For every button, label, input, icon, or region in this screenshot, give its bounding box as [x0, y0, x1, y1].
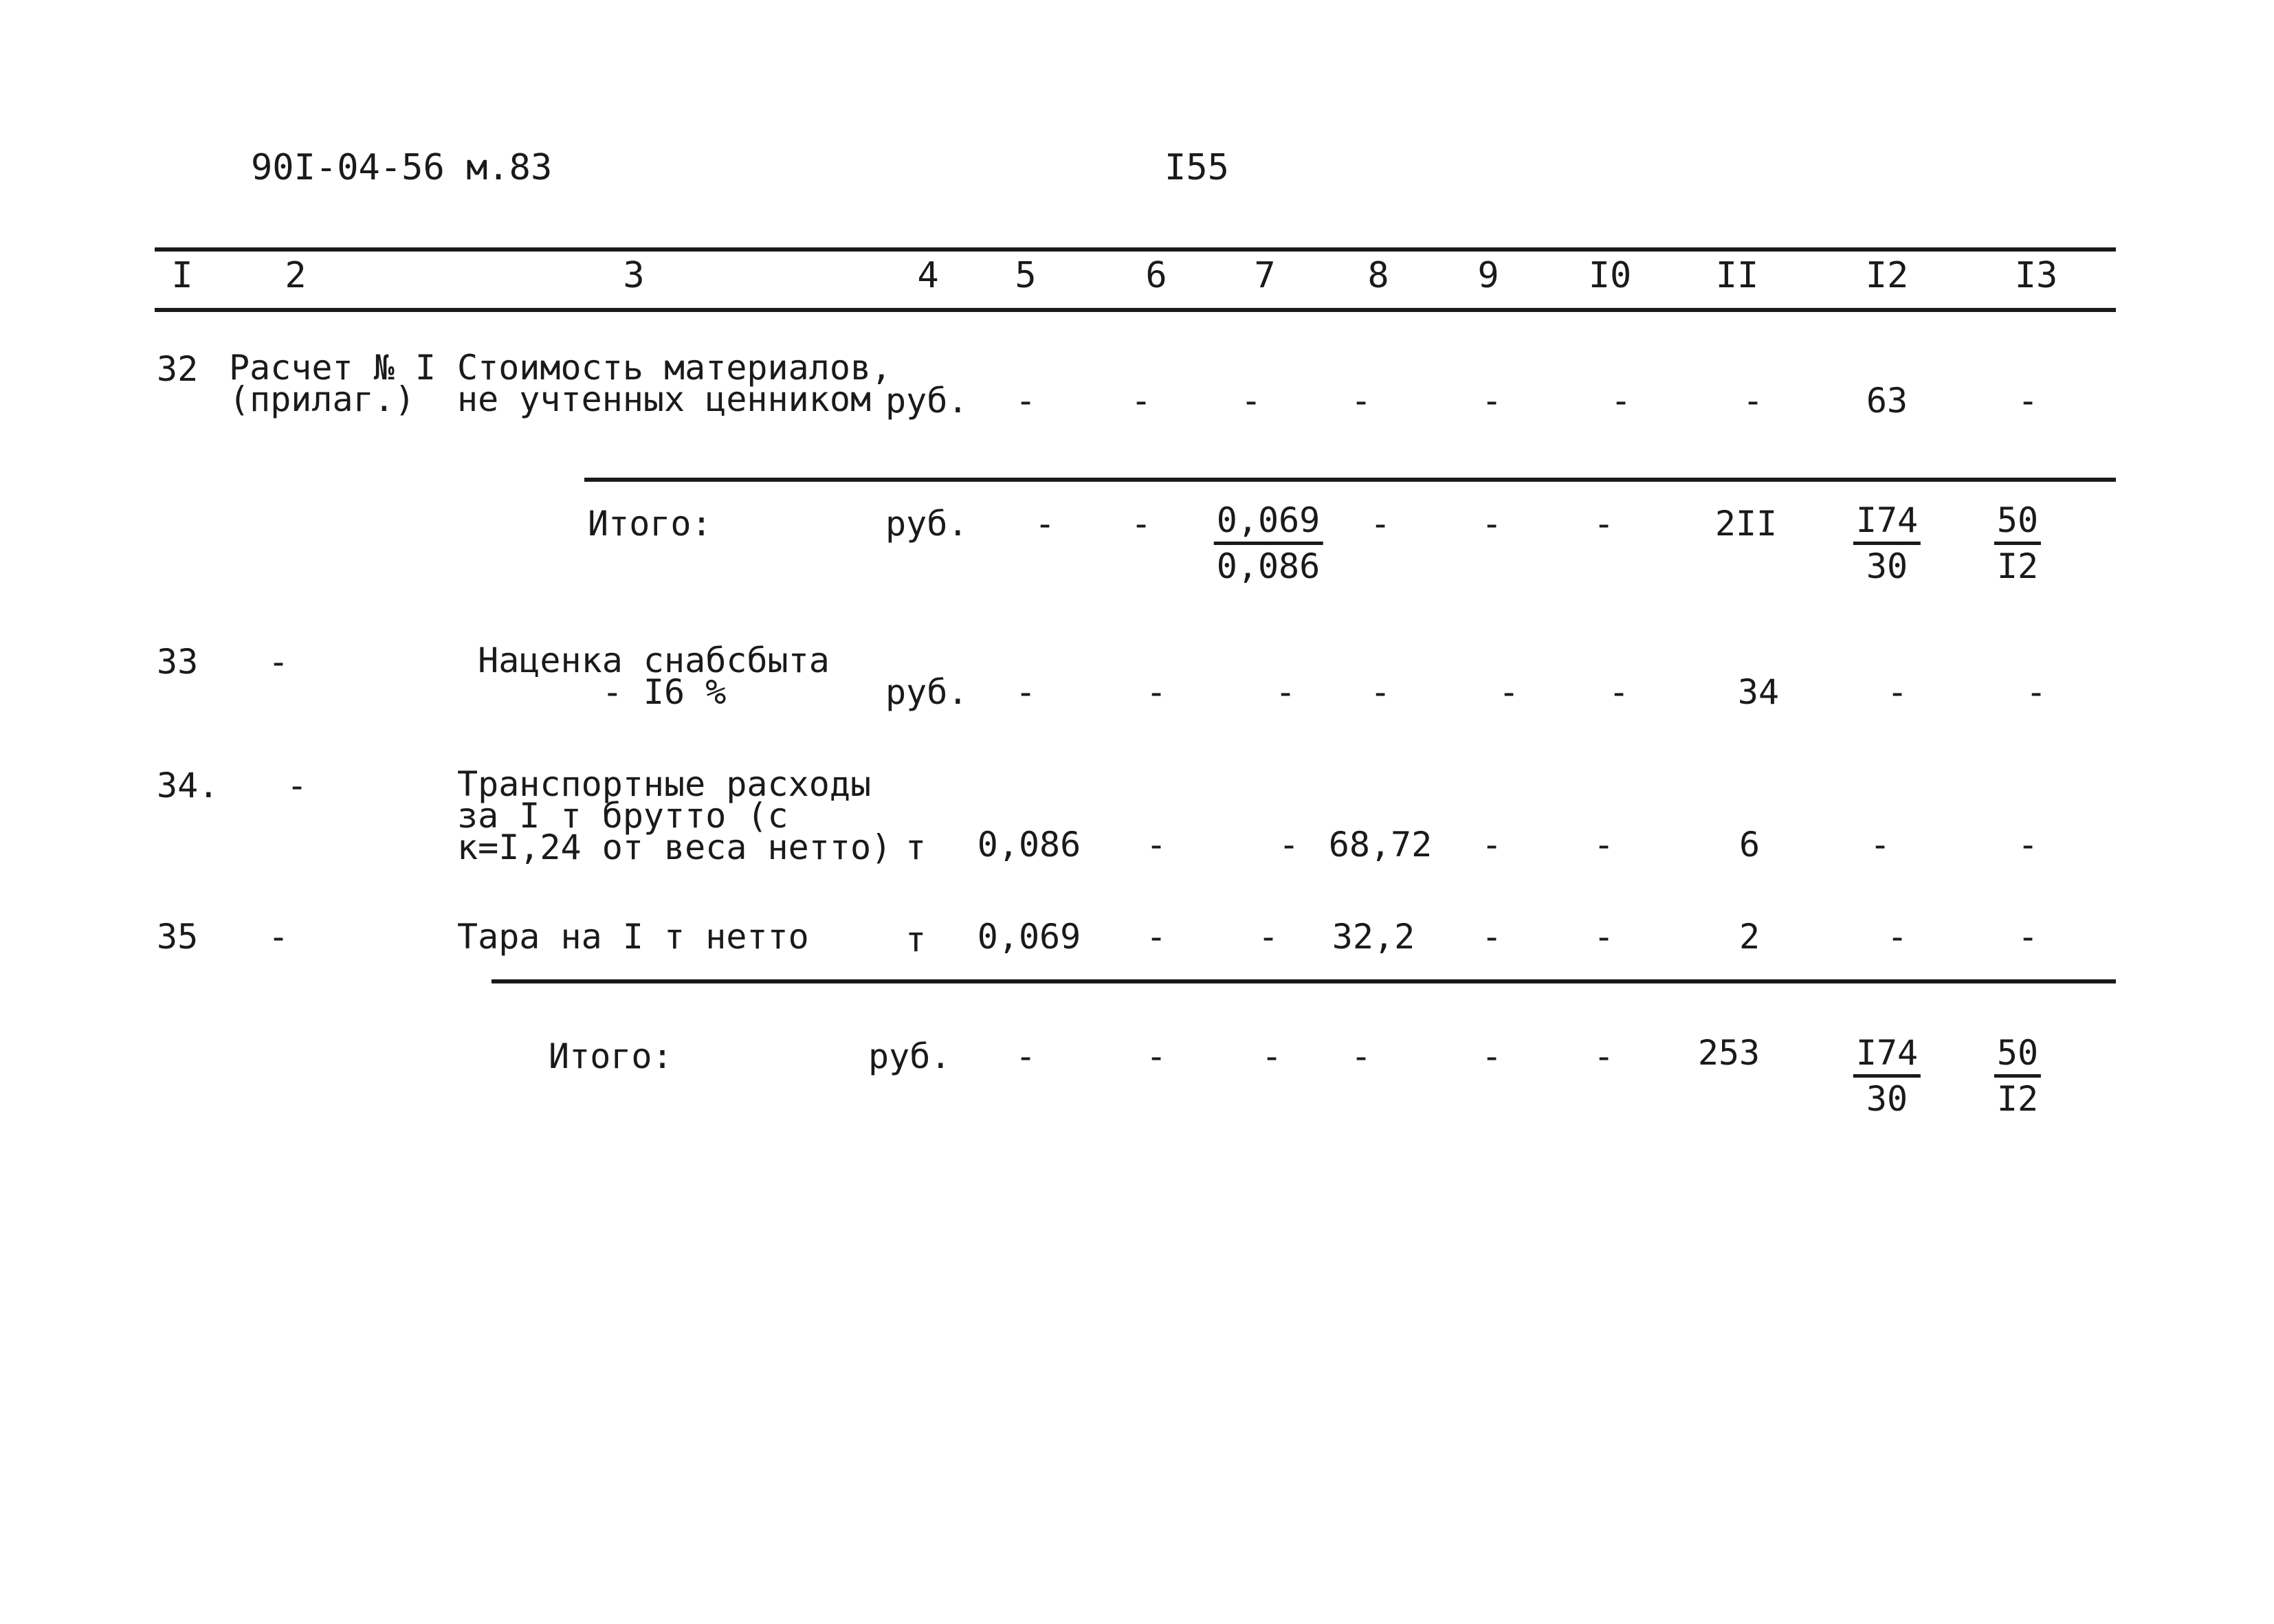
cell-col5: -	[1015, 672, 1037, 712]
fraction-numerator: 0,069	[1214, 503, 1323, 545]
cell-col12-fraction	[1853, 1033, 1921, 1119]
cell-col9: -	[1498, 672, 1520, 712]
cell-col10: -	[1608, 672, 1630, 712]
row-description: Тара на I т нетто	[457, 917, 809, 957]
cell-col9: -	[1481, 1036, 1503, 1076]
cell-col8: -	[1350, 381, 1372, 421]
total-label: Итого:	[549, 1036, 673, 1076]
cell-col11: 2	[1738, 917, 1760, 957]
row-unit: т	[905, 920, 927, 959]
cell-col8: -	[1369, 672, 1391, 712]
cell-col7: -	[1274, 672, 1296, 712]
column-number: 3	[623, 255, 645, 296]
cell-col12: -	[1869, 825, 1891, 865]
cell-col11: -	[1742, 381, 1764, 421]
column-number: 2	[285, 255, 307, 296]
column-number: 5	[1015, 255, 1037, 296]
cell-col11: 2II	[1714, 504, 1778, 544]
cell-col10: -	[1593, 917, 1615, 957]
cell-col7: -	[1240, 381, 1262, 421]
fraction-numerator: I74	[1853, 1036, 1921, 1078]
page-number: I55	[1164, 147, 1229, 188]
fraction-denominator: 30	[1866, 546, 1908, 586]
cell-col6: -	[1130, 504, 1152, 544]
cell-col10: -	[1593, 1036, 1615, 1076]
column-number: 9	[1477, 255, 1499, 296]
column-number: 8	[1367, 255, 1389, 296]
column-number: I	[171, 255, 193, 296]
cell-col5: 0,086	[977, 825, 1081, 865]
cell-col13: -	[2017, 825, 2039, 865]
fraction-denominator: 30	[1866, 1079, 1908, 1119]
row-unit: руб.	[885, 672, 969, 712]
cell-col13: -	[2017, 917, 2039, 957]
document-code: 90I-04-56 м.83	[251, 147, 553, 188]
cell-col6: -	[1145, 917, 1167, 957]
cell-col6: -	[1145, 672, 1167, 712]
cell-col8: 68,72	[1328, 825, 1433, 865]
row-description: Транспортные расходы за I т брутто (с к=I,24 от веса нетто)	[457, 764, 892, 867]
row-unit: т	[905, 827, 927, 867]
cell-col9: -	[1481, 825, 1503, 865]
cell-col11: 34	[1737, 672, 1780, 712]
row-unit: руб.	[868, 1036, 951, 1076]
row-number: 34.	[157, 766, 219, 805]
cell-col10: -	[1593, 504, 1615, 544]
cell-col8: -	[1350, 1036, 1372, 1076]
cell-col10: -	[1610, 381, 1632, 421]
row-number: 33	[157, 642, 199, 682]
fraction-numerator: 50	[1994, 1036, 2041, 1078]
row-unit: руб.	[885, 504, 969, 544]
row-description: Наценка снабсбыта - I6 %	[478, 641, 830, 712]
cell-col8: -	[1369, 504, 1391, 544]
table-top-rule	[155, 247, 2116, 252]
row-basis: -	[286, 766, 308, 805]
cell-col5: 0,069	[977, 917, 1081, 957]
row-number: 32	[157, 349, 199, 389]
cell-col10: -	[1593, 825, 1615, 865]
cell-col11: 253	[1697, 1033, 1760, 1073]
cell-col7: -	[1257, 917, 1279, 957]
fraction-numerator: I74	[1853, 503, 1921, 545]
fraction-numerator: 50	[1994, 503, 2041, 545]
row-number: 35	[157, 917, 199, 957]
header-bottom-rule	[155, 308, 2116, 312]
row-unit: руб.	[885, 381, 969, 421]
cell-col6: -	[1145, 825, 1167, 865]
cell-col9: -	[1481, 504, 1503, 544]
cell-col13-fraction	[1994, 500, 2041, 586]
cell-col12: -	[1886, 672, 1908, 712]
column-number: I2	[1865, 255, 1909, 296]
row-basis: Расчет № I (прилаг.)	[229, 348, 437, 419]
total-rule	[492, 979, 2116, 983]
cell-col5: -	[1015, 381, 1037, 421]
fraction-denominator: 0,086	[1216, 546, 1321, 586]
column-number: II	[1715, 255, 1759, 296]
cell-col5: -	[1034, 504, 1056, 544]
cell-col8: 32,2	[1332, 917, 1415, 957]
column-number: 4	[917, 255, 939, 296]
cell-col5: -	[1015, 1036, 1037, 1076]
cell-col6: -	[1130, 381, 1152, 421]
cell-col6: -	[1145, 1036, 1167, 1076]
fraction-denominator: I2	[1996, 546, 2039, 586]
row-basis: -	[267, 917, 289, 957]
fraction-denominator: I2	[1996, 1079, 2039, 1119]
subtotal-rule	[584, 478, 2116, 482]
cell-col11: 6	[1738, 825, 1760, 865]
cell-col9: -	[1481, 381, 1503, 421]
cell-col12: -	[1886, 917, 1908, 957]
cell-col12-fraction	[1853, 500, 1921, 586]
cell-col12: 63	[1866, 381, 1908, 421]
column-number: I0	[1588, 255, 1632, 296]
cell-col7-fraction	[1214, 500, 1323, 586]
subtotal-label: Итого:	[588, 504, 712, 544]
cell-col13: -	[2025, 672, 2047, 712]
column-number: I3	[2014, 255, 2058, 296]
cell-col13-fraction	[1994, 1033, 2041, 1119]
cell-col7: -	[1278, 825, 1300, 865]
column-number: 7	[1254, 255, 1276, 296]
row-basis: -	[267, 642, 289, 682]
cell-col9: -	[1481, 917, 1503, 957]
column-number: 6	[1145, 255, 1167, 296]
row-description: Стоимость материалов, не учтенных ценником	[457, 348, 892, 419]
cell-col7: -	[1261, 1036, 1283, 1076]
cell-col13: -	[2017, 381, 2039, 421]
